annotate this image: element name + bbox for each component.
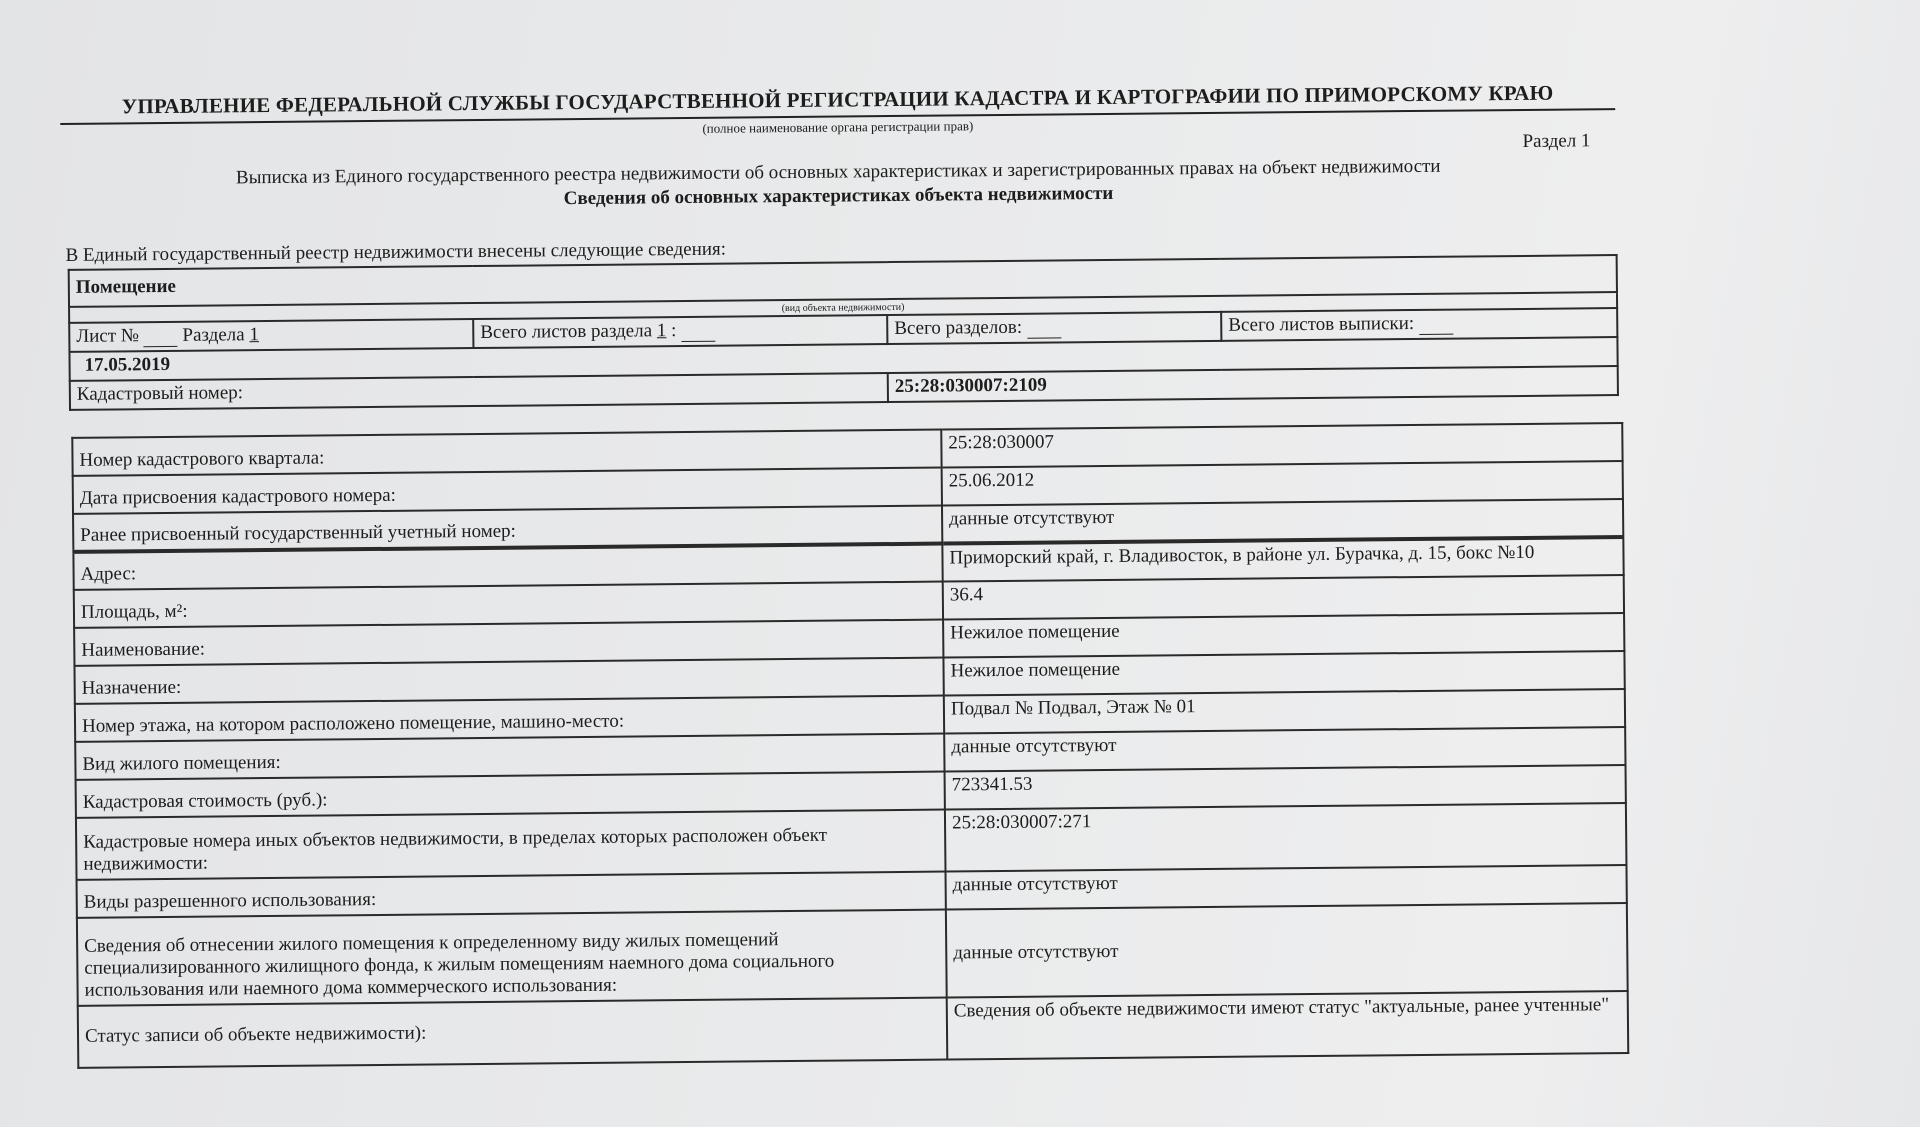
row-value: Подвал № Подвал, Этаж № 01 <box>944 689 1625 734</box>
row-label: Номер этажа, на котором расположено помещение, машино-место: <box>75 696 944 742</box>
total-sections-blank <box>1027 321 1061 338</box>
total-sections-cell <box>887 312 1221 344</box>
extract-title: Выписка из Единого государственного реестра недвижимости об основных характеристиках и зарегистрированных правах на объект недвижимости <box>235 155 1441 189</box>
extract-date: 17.05.2019 <box>69 337 1617 381</box>
section-label: Раздел 1 <box>1522 130 1591 152</box>
row-label: Назначение: <box>74 658 943 704</box>
sheet-label: Лист № <box>76 325 140 347</box>
row-value: данные отсутствуют <box>946 903 1628 998</box>
row-label: Статус записи об объекте недвижимости): <box>78 998 948 1068</box>
row-value: Нежилое помещение <box>943 651 1624 696</box>
total-extract-sheets-cell <box>1221 308 1617 341</box>
total-sheets-label: Всего листов раздела <box>480 320 653 343</box>
row-value: данные отсутствуют <box>945 865 1626 910</box>
row-value: 25:28:030007 <box>941 423 1622 468</box>
cadastral-label: Кадастровый номер: <box>70 373 888 410</box>
row-value: данные отсутствуют <box>944 727 1625 772</box>
total-extract-sheets-blank <box>1419 318 1453 335</box>
total-sheets-cell <box>473 315 887 348</box>
section-of-label: Раздела <box>182 324 245 346</box>
row-label: Кадастровые номера иных объектов недвижимости, в пределах которых расположен объект недвижимости: <box>76 810 946 880</box>
total-sheets-num: 1 <box>656 320 667 342</box>
total-sheets-blank <box>681 325 715 342</box>
object-type: Помещение <box>69 255 1617 307</box>
extract-subtitle: Сведения об основных характеристиках объекта недвижимости <box>563 182 1114 210</box>
row-value: 25:28:030007:271 <box>945 803 1627 872</box>
characteristics-table <box>71 422 1629 1069</box>
row-value: Приморский край, г. Владивосток, в районе ул. Бурачка, д. 15, бокс №10 <box>942 537 1623 582</box>
sheet-number-cell <box>69 319 473 352</box>
object-header-table <box>68 254 1619 411</box>
row-value: 36.4 <box>943 575 1624 620</box>
row-label: Ранее присвоенный государственный учетный номер: <box>73 506 942 552</box>
table-row <box>77 903 1628 1006</box>
row-label: Адрес: <box>73 544 942 590</box>
object-type-caption: (вид объекта недвижимости) <box>69 292 1617 323</box>
total-sheets-colon: : <box>671 320 677 342</box>
sheet-number-blank <box>144 330 178 347</box>
row-label: Вид жилого помещения: <box>75 734 944 780</box>
row-label: Номер кадастрового квартала: <box>72 430 941 476</box>
row-value: данные отсутствуют <box>942 499 1623 544</box>
row-label: Дата присвоения кадастрового номера: <box>73 468 942 514</box>
row-label: Площадь, м²: <box>74 582 943 628</box>
total-extract-sheets-label: Всего листов выписки: <box>1228 313 1415 336</box>
row-value: Нежилое помещение <box>943 613 1624 658</box>
row-label: Кадастровая стоимость (руб.): <box>76 772 945 818</box>
section-num: 1 <box>249 324 260 346</box>
row-value: 723341.53 <box>945 765 1626 810</box>
total-sections-label: Всего разделов: <box>894 316 1023 340</box>
org-name: УПРАВЛЕНИЕ ФЕДЕРАЛЬНОЙ СЛУЖБЫ ГОСУДАРСТВЕННОЙ РЕГИСТРАЦИИ КАДАСТРА И КАРТОГРАФИИ ПО ПРИМОРСКОМУ КРАЮ <box>60 80 1615 125</box>
row-label: Наименование: <box>74 620 943 666</box>
row-label: Виды разрешенного использования: <box>77 872 946 918</box>
cadastral-value: 25:28:030007:2109 <box>888 366 1618 402</box>
row-value: 25.06.2012 <box>942 461 1623 506</box>
extract-sheet <box>60 80 1649 1069</box>
org-caption: (полное наименование органа регистрации прав) <box>702 118 974 136</box>
row-value: Сведения об объекте недвижимости имеют статус "актуальные, ранее учтенные" <box>947 991 1629 1060</box>
row-label: Сведения об отнесении жилого помещения к определенному виду жилых помещений специализированного жилищного фонда, к жилым помещениям наемного дома социального использования или наемного дома коммерческого использования: <box>77 910 947 1006</box>
intro-text: В Единый государственный реестр недвижимости внесены следующие сведения: <box>65 238 727 266</box>
